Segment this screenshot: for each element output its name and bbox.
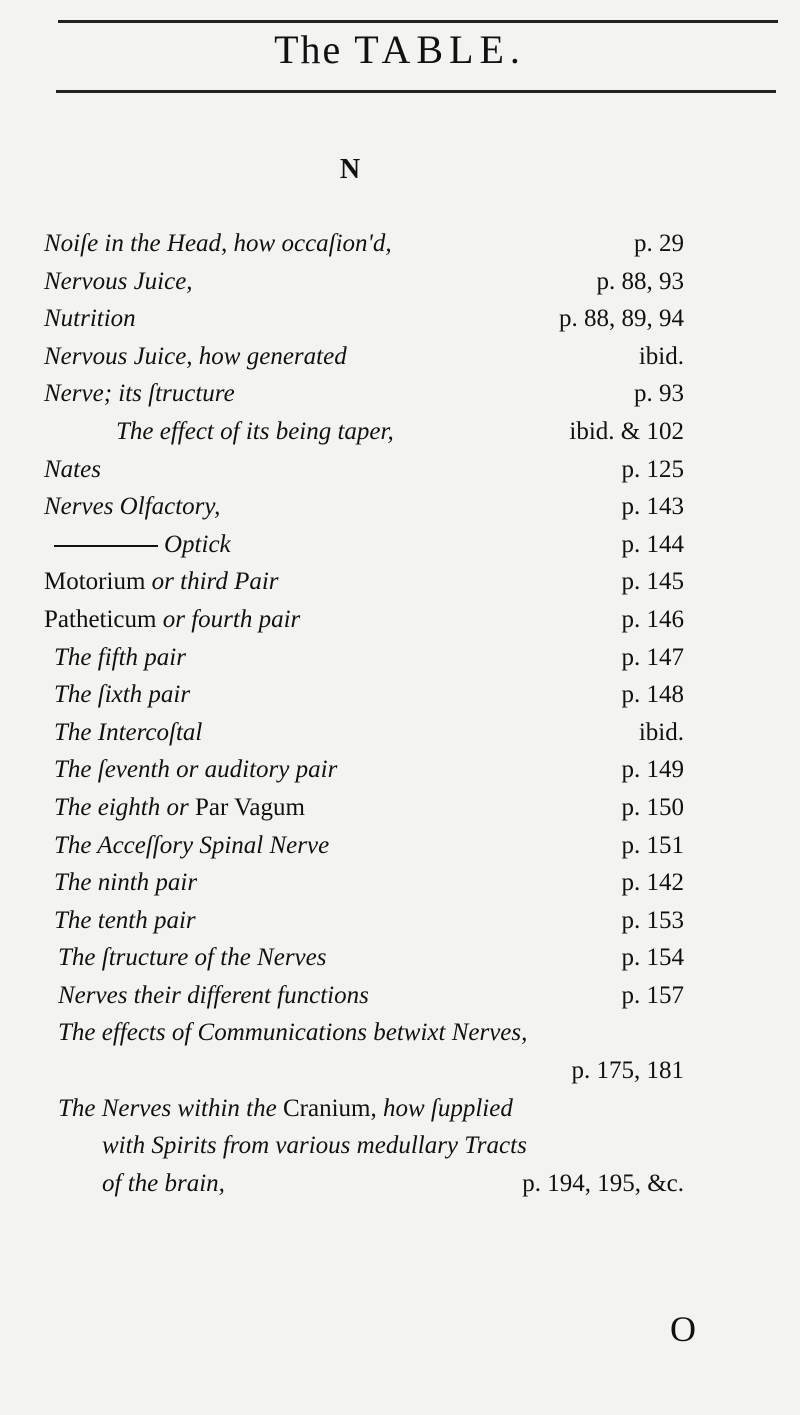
entry-page-ref: p. 153 [621, 906, 684, 934]
index-entry [44, 263, 684, 301]
index-entry [44, 375, 684, 413]
entry-label: or fourth pair [162, 605, 301, 633]
entry-label-roman: Motorium [44, 568, 146, 596]
title-prefix: The [274, 27, 343, 72]
page-title [0, 26, 800, 73]
entry-label: The tenth pair [54, 906, 196, 934]
top-rule [58, 20, 778, 23]
entry-label: The effect of its being taper, [116, 417, 394, 445]
entry-label: Nutrition [44, 305, 136, 333]
entry-page-ref: p. 149 [621, 756, 684, 784]
entry-page-ref: p. 146 [621, 605, 684, 633]
entry-label: Nates [44, 455, 101, 483]
entry-label: The fifth pair [54, 643, 186, 671]
index-entry [44, 676, 684, 714]
index-entry [44, 751, 684, 789]
entry-page-ref: p. 148 [621, 681, 684, 709]
entry-label: Nerves Olfactory, [44, 493, 221, 521]
entry-label: The eighth or [54, 793, 189, 821]
section-letter: N [339, 154, 361, 185]
entry-label: The ninth pair [54, 869, 198, 897]
entry-page-ref: ibid. [638, 342, 684, 370]
index-entry-continuation [44, 1165, 684, 1203]
index-entry [44, 639, 684, 677]
entry-label: The ſeventh or auditory pair [54, 756, 338, 784]
index-entry [44, 1090, 684, 1128]
entry-page-ref: p. 150 [621, 793, 684, 821]
index-entry [44, 563, 684, 601]
entry-label: with Spirits from various medullary Tracts [102, 1132, 527, 1160]
entry-page-ref: p. 151 [621, 831, 684, 859]
ditto-dash [54, 545, 158, 547]
entry-page-ref: p. 143 [621, 493, 684, 521]
index-entry [44, 488, 684, 526]
index-entry [44, 225, 684, 263]
title-caps: TABLE. [354, 27, 526, 72]
entry-page-ref: ibid. [638, 718, 684, 746]
entry-label-roman: Cranium, [282, 1094, 377, 1122]
index-entry-continuation [44, 1127, 684, 1165]
entry-label: Nervous Juice, [44, 267, 193, 295]
entry-label: The effects of Communications betwixt Nerves, [58, 1019, 528, 1047]
index-entry [44, 864, 684, 902]
entry-page-ref: p. 93 [634, 380, 684, 408]
index-entry-continuation [44, 1052, 684, 1090]
index-entry [44, 601, 684, 639]
entry-page-ref: p. 125 [621, 455, 684, 483]
index-entry [44, 1014, 684, 1052]
entry-label: The Nerves within the [58, 1094, 277, 1122]
entry-label: The Intercoſtal [54, 718, 203, 746]
entry-label: of the brain, [102, 1169, 225, 1197]
entry-page-ref: p. 144 [621, 530, 684, 558]
entry-label: Noiſe in the Head, how occaſion'd, [44, 230, 392, 257]
entry-page-ref: p. 88, 93 [596, 267, 684, 295]
entry-label: Nerve; its ſtructure [44, 380, 235, 408]
entry-page-ref: ibid. & 102 [569, 417, 684, 445]
entry-label: The Acceſſory Spinal Nerve [54, 831, 330, 859]
index-entry [44, 827, 684, 865]
catchword: O [670, 1309, 696, 1349]
entry-page-ref: p. 29 [634, 230, 684, 257]
index-entry [44, 451, 684, 489]
index-entry [44, 902, 684, 940]
title-rule [56, 90, 776, 93]
entry-page-ref: p. 142 [621, 869, 684, 897]
entry-page-ref: p. 194, 195, &c. [522, 1169, 684, 1197]
index-entry [44, 714, 684, 752]
entry-label: Nervous Juice, how generated [44, 342, 347, 370]
entry-page-ref: p. 175, 181 [571, 1057, 684, 1085]
index-entries [44, 225, 684, 1202]
index-entry [44, 789, 684, 827]
entry-page-ref: p. 154 [621, 944, 684, 972]
index-entry [44, 939, 684, 977]
entry-label: Optick [164, 530, 231, 558]
entry-label: Nerves their different functions [58, 981, 369, 1009]
entry-page-ref: p. 147 [621, 643, 684, 671]
entry-label-roman: Par Vagum [194, 793, 305, 821]
entry-page-ref: p. 145 [621, 568, 684, 596]
entry-label: The ſtructure of the Nerves [58, 944, 327, 972]
entry-label: or third Pair [151, 568, 279, 596]
index-entry [44, 526, 684, 564]
index-entry [44, 338, 684, 376]
entry-label: The ſixth pair [54, 681, 191, 709]
entry-label-roman: Patheticum [44, 605, 157, 633]
entry-page-ref: p. 157 [621, 981, 684, 1009]
entry-page-ref: p. 88, 89, 94 [559, 305, 684, 333]
entry-label: how ſupplied [382, 1094, 513, 1122]
index-entry [44, 300, 684, 338]
index-entry [44, 413, 684, 451]
index-entry [44, 977, 684, 1015]
